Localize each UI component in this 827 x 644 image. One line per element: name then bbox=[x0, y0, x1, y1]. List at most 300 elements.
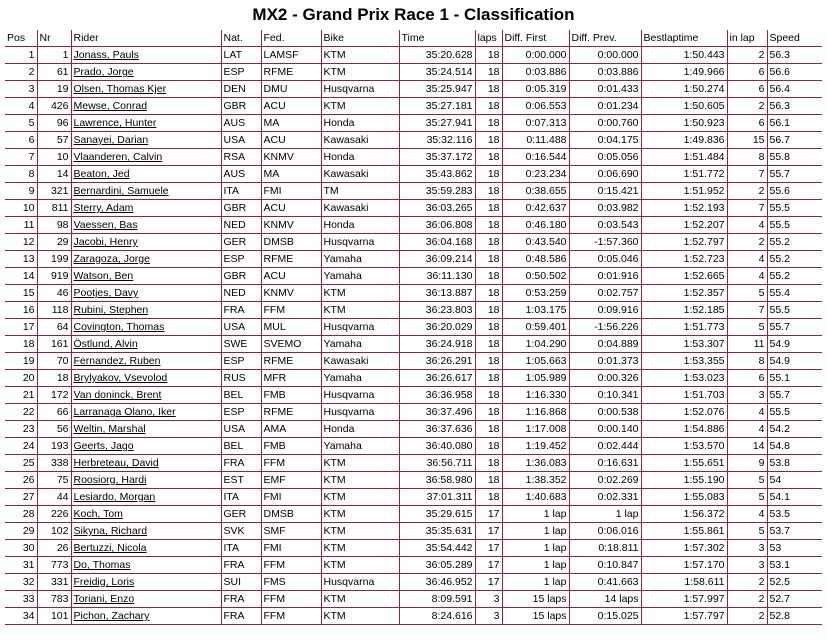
table-row bbox=[5, 132, 822, 149]
cell-bike: KTM bbox=[321, 523, 399, 540]
cell-time: 36:23.803 bbox=[399, 302, 475, 319]
cell-time: 37:01.311 bbox=[399, 489, 475, 506]
cell-nat: GER bbox=[221, 234, 261, 251]
cell-bike: KTM bbox=[321, 98, 399, 115]
cell-diff-prev: 0:15.025 bbox=[569, 608, 641, 625]
table-row bbox=[5, 472, 822, 489]
cell-bike: Husqvarna bbox=[321, 81, 399, 98]
column-header-fed: Fed. bbox=[261, 30, 321, 47]
cell-diff-prev: 0:01.433 bbox=[569, 81, 641, 98]
cell-nr: 321 bbox=[37, 183, 71, 200]
cell-diff-prev: 0:10.847 bbox=[569, 557, 641, 574]
cell-time: 35:35.631 bbox=[399, 523, 475, 540]
cell-speed: 55.2 bbox=[767, 268, 822, 285]
table-row bbox=[5, 574, 822, 591]
cell-diff-first: 0:59.401 bbox=[502, 319, 569, 336]
cell-nat: ESP bbox=[221, 251, 261, 268]
cell-pos: 10 bbox=[5, 200, 37, 217]
column-header-nat: Nat. bbox=[221, 30, 261, 47]
table-row bbox=[5, 370, 822, 387]
cell-speed: 55.5 bbox=[767, 200, 822, 217]
cell-diff-first: 1:38.352 bbox=[502, 472, 569, 489]
cell-diff-first: 0:23.234 bbox=[502, 166, 569, 183]
cell-nr: 61 bbox=[37, 64, 71, 81]
cell-nr: 96 bbox=[37, 115, 71, 132]
column-header-speed: Speed bbox=[767, 30, 822, 47]
cell-laps: 18 bbox=[475, 47, 502, 64]
cell-diff-first: 0:11.488 bbox=[502, 132, 569, 149]
rider-link[interactable]: Rubini, Stephen bbox=[71, 302, 221, 319]
column-header-nr: Nr bbox=[37, 30, 71, 47]
cell-bestlaptime: 1:49.966 bbox=[641, 64, 727, 81]
cell-nat: AUS bbox=[221, 166, 261, 183]
cell-fed: DMSB bbox=[261, 234, 321, 251]
cell-in-lap: 8 bbox=[727, 353, 767, 370]
cell-laps: 17 bbox=[475, 506, 502, 523]
cell-laps: 18 bbox=[475, 64, 502, 81]
cell-time: 36:09.214 bbox=[399, 251, 475, 268]
cell-diff-prev: -1:56.226 bbox=[569, 319, 641, 336]
cell-pos: 24 bbox=[5, 438, 37, 455]
cell-laps: 18 bbox=[475, 251, 502, 268]
rider-link[interactable]: Koch, Tom bbox=[71, 506, 221, 523]
cell-diff-first: 1 lap bbox=[502, 557, 569, 574]
cell-pos: 9 bbox=[5, 183, 37, 200]
cell-in-lap: 5 bbox=[727, 472, 767, 489]
rider-link[interactable]: Olsen, Thomas Kjer bbox=[71, 81, 221, 98]
cell-fed: EMF bbox=[261, 472, 321, 489]
cell-bike: KTM bbox=[321, 557, 399, 574]
rider-link[interactable]: Sanayei, Darian bbox=[71, 132, 221, 149]
cell-fed: RFME bbox=[261, 404, 321, 421]
cell-in-lap: 4 bbox=[727, 268, 767, 285]
cell-diff-prev: 0:02.269 bbox=[569, 472, 641, 489]
cell-laps: 18 bbox=[475, 336, 502, 353]
cell-speed: 55.5 bbox=[767, 217, 822, 234]
cell-bike: KTM bbox=[321, 285, 399, 302]
cell-speed: 52.8 bbox=[767, 608, 822, 625]
cell-laps: 3 bbox=[475, 608, 502, 625]
cell-nat: BEL bbox=[221, 438, 261, 455]
cell-diff-prev: 0:02.757 bbox=[569, 285, 641, 302]
cell-laps: 17 bbox=[475, 574, 502, 591]
cell-speed: 56.7 bbox=[767, 132, 822, 149]
cell-fed: KNMV bbox=[261, 285, 321, 302]
cell-time: 36:05.289 bbox=[399, 557, 475, 574]
cell-in-lap: 6 bbox=[727, 115, 767, 132]
cell-laps: 18 bbox=[475, 404, 502, 421]
cell-bestlaptime: 1:50.274 bbox=[641, 81, 727, 98]
column-header-pos: Pos bbox=[5, 30, 37, 47]
cell-pos: 25 bbox=[5, 455, 37, 472]
cell-nr: 70 bbox=[37, 353, 71, 370]
cell-nat: USA bbox=[221, 421, 261, 438]
cell-nat: FRA bbox=[221, 455, 261, 472]
cell-nat: ITA bbox=[221, 183, 261, 200]
cell-nat: ITA bbox=[221, 489, 261, 506]
rider-link[interactable]: Sterry, Adam bbox=[71, 200, 221, 217]
rider-link[interactable]: Do, Thomas bbox=[71, 557, 221, 574]
cell-pos: 5 bbox=[5, 115, 37, 132]
cell-bike: Kawasaki bbox=[321, 166, 399, 183]
cell-time: 35:32.116 bbox=[399, 132, 475, 149]
cell-bike: KTM bbox=[321, 455, 399, 472]
cell-pos: 18 bbox=[5, 336, 37, 353]
rider-link[interactable]: Östlund, Alvin bbox=[71, 336, 221, 353]
cell-bestlaptime: 1:55.190 bbox=[641, 472, 727, 489]
table-row bbox=[5, 455, 822, 472]
cell-pos: 26 bbox=[5, 472, 37, 489]
rider-link[interactable]: Pichon, Zachary bbox=[71, 608, 221, 625]
cell-time: 36:40.080 bbox=[399, 438, 475, 455]
table-row bbox=[5, 64, 822, 81]
cell-bike: Kawasaki bbox=[321, 132, 399, 149]
rider-link[interactable]: Mewse, Conrad bbox=[71, 98, 221, 115]
cell-time: 35:24.514 bbox=[399, 64, 475, 81]
cell-fed: FFM bbox=[261, 557, 321, 574]
table-row bbox=[5, 183, 822, 200]
rider-link[interactable]: Vlaanderen, Calvin bbox=[71, 149, 221, 166]
cell-diff-prev: 0:18.811 bbox=[569, 540, 641, 557]
cell-bestlaptime: 1:57.170 bbox=[641, 557, 727, 574]
cell-time: 35:20.628 bbox=[399, 47, 475, 64]
table-row bbox=[5, 149, 822, 166]
cell-pos: 21 bbox=[5, 387, 37, 404]
cell-time: 36:03.265 bbox=[399, 200, 475, 217]
cell-nr: 57 bbox=[37, 132, 71, 149]
cell-fed: FMB bbox=[261, 387, 321, 404]
cell-pos: 1 bbox=[5, 47, 37, 64]
cell-time: 36:13.887 bbox=[399, 285, 475, 302]
table-row bbox=[5, 81, 822, 98]
rider-link[interactable]: Toriani, Enzo bbox=[71, 591, 221, 608]
rider-link[interactable]: Beaton, Jed bbox=[71, 166, 221, 183]
cell-nat: GER bbox=[221, 506, 261, 523]
cell-in-lap: 8 bbox=[727, 149, 767, 166]
cell-pos: 31 bbox=[5, 557, 37, 574]
cell-bike: Yamaha bbox=[321, 268, 399, 285]
cell-diff-prev: 0:00.326 bbox=[569, 370, 641, 387]
cell-nr: 101 bbox=[37, 608, 71, 625]
table-row bbox=[5, 404, 822, 421]
cell-in-lap: 2 bbox=[727, 234, 767, 251]
rider-link[interactable]: Vaessen, Bas bbox=[71, 217, 221, 234]
cell-in-lap: 2 bbox=[727, 183, 767, 200]
cell-nr: 29 bbox=[37, 234, 71, 251]
rider-link[interactable]: Watson, Ben bbox=[71, 268, 221, 285]
cell-diff-first: 0:05.319 bbox=[502, 81, 569, 98]
cell-diff-first: 0:38.655 bbox=[502, 183, 569, 200]
cell-in-lap: 3 bbox=[727, 387, 767, 404]
cell-diff-first: 0:07.313 bbox=[502, 115, 569, 132]
cell-laps: 18 bbox=[475, 387, 502, 404]
cell-bestlaptime: 1:51.484 bbox=[641, 149, 727, 166]
cell-bike: Yamaha bbox=[321, 438, 399, 455]
cell-bestlaptime: 1:49.836 bbox=[641, 132, 727, 149]
cell-in-lap: 5 bbox=[727, 489, 767, 506]
rider-link[interactable]: Roosiorg, Hardi bbox=[71, 472, 221, 489]
cell-diff-prev: 0:06.690 bbox=[569, 166, 641, 183]
cell-in-lap: 4 bbox=[727, 404, 767, 421]
cell-bestlaptime: 1:55.861 bbox=[641, 523, 727, 540]
cell-fed: FMI bbox=[261, 489, 321, 506]
cell-diff-prev: 0:00.538 bbox=[569, 404, 641, 421]
cell-time: 36:26.291 bbox=[399, 353, 475, 370]
rider-link[interactable]: Bertuzzi, Nicola bbox=[71, 540, 221, 557]
cell-bestlaptime: 1:57.797 bbox=[641, 608, 727, 625]
cell-nat: DEN bbox=[221, 81, 261, 98]
cell-nr: 773 bbox=[37, 557, 71, 574]
cell-diff-prev: 0:04.175 bbox=[569, 132, 641, 149]
cell-in-lap: 6 bbox=[727, 370, 767, 387]
cell-pos: 28 bbox=[5, 506, 37, 523]
cell-fed: ACU bbox=[261, 132, 321, 149]
cell-bike: Yamaha bbox=[321, 251, 399, 268]
cell-diff-first: 0:00.000 bbox=[502, 47, 569, 64]
cell-bike: Husqvarna bbox=[321, 574, 399, 591]
cell-in-lap: 14 bbox=[727, 438, 767, 455]
table-row bbox=[5, 540, 822, 557]
cell-nat: EST bbox=[221, 472, 261, 489]
cell-pos: 14 bbox=[5, 268, 37, 285]
rider-link[interactable]: Jacobi, Henry bbox=[71, 234, 221, 251]
cell-pos: 17 bbox=[5, 319, 37, 336]
cell-diff-prev: 0:04.889 bbox=[569, 336, 641, 353]
cell-nr: 44 bbox=[37, 489, 71, 506]
cell-speed: 53.8 bbox=[767, 455, 822, 472]
cell-in-lap: 6 bbox=[727, 64, 767, 81]
cell-in-lap: 7 bbox=[727, 200, 767, 217]
cell-diff-prev: 0:00.000 bbox=[569, 47, 641, 64]
cell-diff-prev: 0:06.016 bbox=[569, 523, 641, 540]
cell-fed: FMI bbox=[261, 183, 321, 200]
cell-nr: 919 bbox=[37, 268, 71, 285]
cell-laps: 18 bbox=[475, 183, 502, 200]
cell-diff-prev: 0:41.663 bbox=[569, 574, 641, 591]
cell-in-lap: 4 bbox=[727, 506, 767, 523]
cell-laps: 18 bbox=[475, 472, 502, 489]
cell-diff-first: 0:50.502 bbox=[502, 268, 569, 285]
cell-time: 35:27.941 bbox=[399, 115, 475, 132]
cell-nat: SWE bbox=[221, 336, 261, 353]
cell-speed: 53.1 bbox=[767, 557, 822, 574]
rider-link[interactable]: Lawrence, Hunter bbox=[71, 115, 221, 132]
column-header-in-lap: in lap bbox=[727, 30, 767, 47]
cell-laps: 18 bbox=[475, 81, 502, 98]
cell-diff-first: 1:19.452 bbox=[502, 438, 569, 455]
cell-bestlaptime: 1:53.355 bbox=[641, 353, 727, 370]
cell-diff-first: 0:42.637 bbox=[502, 200, 569, 217]
cell-speed: 52.7 bbox=[767, 591, 822, 608]
cell-diff-prev: 0:03.982 bbox=[569, 200, 641, 217]
cell-speed: 54.9 bbox=[767, 336, 822, 353]
cell-time: 35:25.947 bbox=[399, 81, 475, 98]
cell-fed: SVEMO bbox=[261, 336, 321, 353]
cell-time: 35:59.283 bbox=[399, 183, 475, 200]
cell-time: 36:11.130 bbox=[399, 268, 475, 285]
cell-nat: ESP bbox=[221, 404, 261, 421]
cell-bestlaptime: 1:51.773 bbox=[641, 319, 727, 336]
cell-bike: KTM bbox=[321, 608, 399, 625]
cell-fed: FFM bbox=[261, 591, 321, 608]
cell-in-lap: 4 bbox=[727, 421, 767, 438]
rider-link[interactable]: Geerts, Jago bbox=[71, 438, 221, 455]
cell-laps: 18 bbox=[475, 98, 502, 115]
cell-time: 36:26.617 bbox=[399, 370, 475, 387]
table-row bbox=[5, 438, 822, 455]
cell-laps: 17 bbox=[475, 557, 502, 574]
cell-bestlaptime: 1:53.307 bbox=[641, 336, 727, 353]
rider-link[interactable]: Bernardini, Samuele bbox=[71, 183, 221, 200]
cell-diff-first: 1:04.290 bbox=[502, 336, 569, 353]
cell-fed: RFME bbox=[261, 353, 321, 370]
cell-time: 8:24.616 bbox=[399, 608, 475, 625]
rider-link[interactable]: Herbreteau, David bbox=[71, 455, 221, 472]
cell-laps: 18 bbox=[475, 489, 502, 506]
cell-diff-first: 1:17.008 bbox=[502, 421, 569, 438]
cell-bestlaptime: 1:52.357 bbox=[641, 285, 727, 302]
cell-nat: USA bbox=[221, 132, 261, 149]
cell-speed: 54.2 bbox=[767, 421, 822, 438]
cell-bike: Honda bbox=[321, 217, 399, 234]
cell-diff-prev: 0:03.543 bbox=[569, 217, 641, 234]
rider-link[interactable]: Prado, Jorge bbox=[71, 64, 221, 81]
cell-time: 36:20.029 bbox=[399, 319, 475, 336]
cell-laps: 18 bbox=[475, 438, 502, 455]
rider-link[interactable]: Covington, Thomas bbox=[71, 319, 221, 336]
cell-fed: ACU bbox=[261, 268, 321, 285]
rider-link[interactable]: Zaragoza, Jorge bbox=[71, 251, 221, 268]
cell-bestlaptime: 1:51.772 bbox=[641, 166, 727, 183]
cell-pos: 34 bbox=[5, 608, 37, 625]
cell-bestlaptime: 1:57.302 bbox=[641, 540, 727, 557]
cell-pos: 32 bbox=[5, 574, 37, 591]
cell-pos: 15 bbox=[5, 285, 37, 302]
cell-in-lap: 9 bbox=[727, 455, 767, 472]
cell-diff-prev: 14 laps bbox=[569, 591, 641, 608]
cell-bike: KTM bbox=[321, 489, 399, 506]
cell-laps: 17 bbox=[475, 540, 502, 557]
table-row bbox=[5, 217, 822, 234]
cell-diff-prev: 0:00.140 bbox=[569, 421, 641, 438]
cell-laps: 18 bbox=[475, 285, 502, 302]
cell-in-lap: 2 bbox=[727, 608, 767, 625]
rider-link[interactable]: Jonass, Pauls bbox=[71, 47, 221, 64]
cell-pos: 19 bbox=[5, 353, 37, 370]
cell-in-lap: 2 bbox=[727, 574, 767, 591]
cell-speed: 55.6 bbox=[767, 183, 822, 200]
cell-pos: 16 bbox=[5, 302, 37, 319]
cell-nr: 14 bbox=[37, 166, 71, 183]
cell-bike: KTM bbox=[321, 506, 399, 523]
cell-pos: 8 bbox=[5, 166, 37, 183]
cell-in-lap: 2 bbox=[727, 591, 767, 608]
table-row bbox=[5, 285, 822, 302]
cell-in-lap: 2 bbox=[727, 47, 767, 64]
cell-laps: 18 bbox=[475, 302, 502, 319]
cell-nat: NED bbox=[221, 217, 261, 234]
cell-bike: Honda bbox=[321, 115, 399, 132]
table-row bbox=[5, 47, 822, 64]
rider-link[interactable]: Pootjes, Davy bbox=[71, 285, 221, 302]
cell-fed: KNMV bbox=[261, 149, 321, 166]
table-row bbox=[5, 268, 822, 285]
rider-link[interactable]: Fernandez, Ruben bbox=[71, 353, 221, 370]
rider-link[interactable]: Freidig, Loris bbox=[71, 574, 221, 591]
cell-pos: 2 bbox=[5, 64, 37, 81]
cell-time: 35:54.442 bbox=[399, 540, 475, 557]
cell-speed: 55.7 bbox=[767, 387, 822, 404]
cell-diff-first: 15 laps bbox=[502, 608, 569, 625]
cell-diff-prev: 0:09.916 bbox=[569, 302, 641, 319]
cell-nat: RSA bbox=[221, 149, 261, 166]
cell-diff-first: 1:05.989 bbox=[502, 370, 569, 387]
cell-time: 36:06.808 bbox=[399, 217, 475, 234]
cell-diff-first: 1 lap bbox=[502, 540, 569, 557]
rider-link[interactable]: Weltin, Marshal bbox=[71, 421, 221, 438]
cell-nat: FRA bbox=[221, 591, 261, 608]
cell-nr: 46 bbox=[37, 285, 71, 302]
cell-speed: 55.7 bbox=[767, 319, 822, 336]
cell-laps: 18 bbox=[475, 370, 502, 387]
cell-diff-prev: 0:10.341 bbox=[569, 387, 641, 404]
rider-link[interactable]: Larranaga Olano, Iker bbox=[71, 404, 221, 421]
cell-diff-first: 0:43.540 bbox=[502, 234, 569, 251]
cell-diff-prev: 0:15.421 bbox=[569, 183, 641, 200]
rider-link[interactable]: Van doninck, Brent bbox=[71, 387, 221, 404]
cell-pos: 6 bbox=[5, 132, 37, 149]
table-row bbox=[5, 523, 822, 540]
cell-speed: 54.9 bbox=[767, 353, 822, 370]
rider-link[interactable]: Brylyakov, Vsevolod bbox=[71, 370, 221, 387]
cell-bike: Yamaha bbox=[321, 336, 399, 353]
cell-diff-prev: 0:00.760 bbox=[569, 115, 641, 132]
cell-bike: KTM bbox=[321, 302, 399, 319]
cell-laps: 18 bbox=[475, 132, 502, 149]
cell-pos: 7 bbox=[5, 149, 37, 166]
cell-fed: SMF bbox=[261, 523, 321, 540]
cell-laps: 18 bbox=[475, 166, 502, 183]
cell-bestlaptime: 1:51.952 bbox=[641, 183, 727, 200]
cell-diff-first: 0:53.259 bbox=[502, 285, 569, 302]
cell-speed: 56.3 bbox=[767, 47, 822, 64]
cell-speed: 53.5 bbox=[767, 506, 822, 523]
cell-pos: 11 bbox=[5, 217, 37, 234]
cell-speed: 56.4 bbox=[767, 81, 822, 98]
cell-bestlaptime: 1:53.570 bbox=[641, 438, 727, 455]
cell-nat: USA bbox=[221, 319, 261, 336]
cell-bestlaptime: 1:50.923 bbox=[641, 115, 727, 132]
cell-laps: 18 bbox=[475, 268, 502, 285]
cell-diff-prev: 0:01.373 bbox=[569, 353, 641, 370]
cell-diff-prev: -1:57.360 bbox=[569, 234, 641, 251]
rider-link[interactable]: Sikyna, Richard bbox=[71, 523, 221, 540]
cell-in-lap: 15 bbox=[727, 132, 767, 149]
cell-nr: 56 bbox=[37, 421, 71, 438]
rider-link[interactable]: Lesiardo, Morgan bbox=[71, 489, 221, 506]
cell-bestlaptime: 1:55.083 bbox=[641, 489, 727, 506]
cell-laps: 18 bbox=[475, 200, 502, 217]
table-row bbox=[5, 115, 822, 132]
cell-fed: LAMSF bbox=[261, 47, 321, 64]
cell-bestlaptime: 1:52.723 bbox=[641, 251, 727, 268]
cell-speed: 56.6 bbox=[767, 64, 822, 81]
cell-diff-first: 1:36.083 bbox=[502, 455, 569, 472]
cell-time: 36:37.636 bbox=[399, 421, 475, 438]
cell-in-lap: 6 bbox=[727, 81, 767, 98]
column-header-time: Time bbox=[399, 30, 475, 47]
table-row bbox=[5, 353, 822, 370]
